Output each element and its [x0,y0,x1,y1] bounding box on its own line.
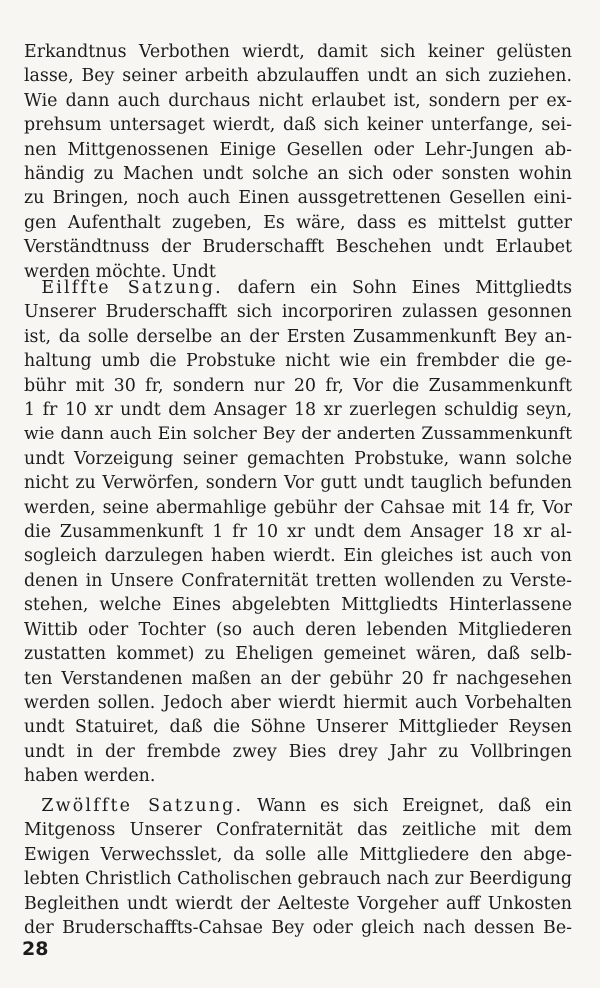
text-line: Wie dann auch durchaus nicht erlaubet ist, sondern per ex- [24,90,572,111]
text-line: stehen, welche Eines abgelebten Mittgliedts Hinterlassene [24,595,572,616]
text-line: Wittib oder Tochter (so auch deren lebenden Mitgliederen [24,619,572,640]
text-fragment: Wann es sich Ereignet, daß ein [257,796,573,816]
text-line: Erkandtnus Verbothen wierdt, damit sich keiner gelüsten [24,42,572,62]
text-line: der Bruderschaffts-Cahsae Bey oder gleich nach dessen Be- [24,918,572,939]
text-line: ist, da solle derselbe an der Ersten Zusammenkunft Bey an- [24,326,572,347]
text-line: Ewigen Verwechsslet, da solle alle Mittgliedere den abge- [24,844,572,865]
text-fragment: dafern ein Sohn Eines Mittgliedts [237,278,573,298]
text-line: gen Aufenthalt zugeben, Es wäre, dass es mittelst gutter [24,212,572,233]
text-line: zu Bringen, noch auch Einen aussgetrettenen Gesellen eini- [24,188,572,209]
text-line: undt in der frembde zwey Bies drey Jahr zu Vollbringen [24,741,572,762]
text-line [24,794,572,818]
text-line: bühr mit 30 fr, sondern nur 20 fr, Vor die Zusammenkunft [24,375,572,396]
text-line: die Zusammenkunft 1 fr 10 xr undt dem Ansager 18 xr al- [24,522,572,543]
text-line: nicht zu Verwörfen, sondern Vor gutt undt tauglich befunden [24,473,572,494]
text-line: sogleich darzulegen haben wierdt. Ein gleiches ist auch von [24,546,572,567]
text-line: lasse, Bey seiner arbeith abzulauffen undt an sich zuziehen. [24,66,572,87]
text-line [24,276,572,300]
text-line: undt Statuiret, daß die Söhne Unserer Mittglieder Reysen [24,717,572,738]
text-line: Begleithen undt wierdt der Aelteste Vorgeher auff Unkosten [24,893,572,914]
text-line: werden möchte. Undt [24,261,216,282]
section-heading: Eilffte Satzung. [41,278,223,298]
text-line: Unserer Bruderschafft sich incorporiren zulassen gesonnen [24,302,572,323]
text-line: ten Verstandenen maßen an der gebühr 20 fr nachgesehen [24,668,572,689]
paragraph-zwoelffte-satzung [24,794,572,940]
text-line: haltung umb die Probstuke nicht wie ein frembder die ge- [24,351,572,372]
text-line: werden sollen. Jedoch aber wierdt hiermit auch Vorbehalten [24,692,572,713]
text-line: denen in Unsere Confraternität tretten wollenden zu Verste- [24,570,572,591]
paragraph-continuation [24,40,572,284]
text-line: Mitgenoss Unserer Confraternität das zeitliche mit dem [24,820,572,841]
section-heading: Zwölffte Satzung. [41,796,244,816]
page-number: 28 [22,938,49,960]
text-line: lebten Christlich Catholischen gebrauch nach zur Beerdigung [24,869,572,890]
text-line: 1 fr 10 xr undt dem Ansager 18 xr zuerlegen schuldig seyn, [24,400,572,421]
paragraph-eilffte-satzung [24,276,572,789]
text-line: prehsum untersaget wierdt, daß sich keiner unterfange, sei- [24,115,572,136]
text-line: werden, seine abermahlige gebühr der Cahsae mit 14 fr, Vor [24,497,572,518]
text-line: Verständtnuss der Bruderschafft Beschehen undt Erlaubet [24,237,572,258]
text-line: haben werden. [24,766,156,787]
text-line: händig zu Machen undt solche an sich oder sonsten wohin [24,164,572,185]
text-line: undt Vorzeigung seiner gemachten Probstuke, wann solche [24,448,572,469]
text-line: zustatten kommet) zu Eheligen gemeinet wären, daß selb- [24,644,572,665]
text-line: wie dann auch Ein solcher Bey der anderten Zussammenkunft [24,424,572,445]
text-line: nen Mittgenossenen Einige Gesellen oder Lehr-Jungen ab- [24,139,572,160]
